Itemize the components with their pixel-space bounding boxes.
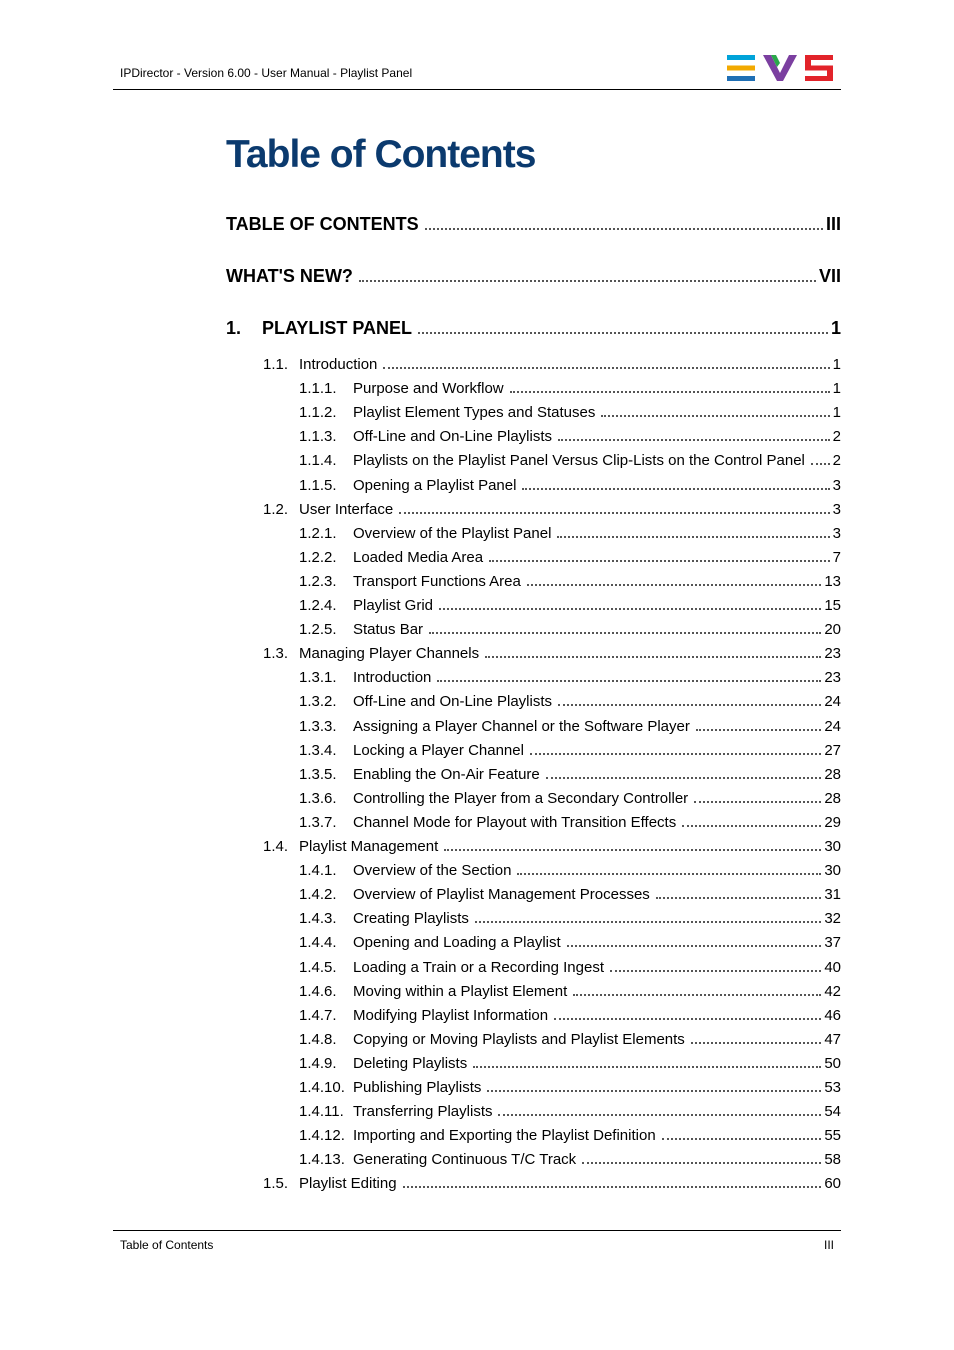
toc-entry-label: Playlist Management bbox=[299, 838, 439, 855]
dot-leader bbox=[498, 1114, 821, 1116]
toc-entry-top[interactable] bbox=[226, 318, 841, 339]
header-title: IPDirector - Version 6.00 - User Manual - Playlist Panel bbox=[120, 66, 413, 80]
toc-entry-page: 60 bbox=[824, 1175, 841, 1192]
toc-entry-number: 1.4.7. bbox=[299, 1007, 337, 1024]
toc-entry-label: Transferring Playlists bbox=[353, 1103, 493, 1120]
toc-entry-subsection[interactable] bbox=[299, 934, 841, 951]
toc-entry-number: 1.1.5. bbox=[299, 477, 337, 494]
toc-entry-page: VII bbox=[818, 266, 841, 286]
dot-leader bbox=[522, 488, 829, 490]
toc-entry-number: 1.4. bbox=[263, 838, 289, 855]
toc-entry-page: 27 bbox=[824, 742, 841, 759]
toc-entry-number: 1.4.10. bbox=[299, 1079, 345, 1096]
toc-entry-subsection[interactable] bbox=[299, 910, 841, 927]
toc-entry-number: 1.1.1. bbox=[299, 380, 337, 397]
toc-entry-number: 1.2.1. bbox=[299, 525, 337, 542]
toc-entry-number: 1. bbox=[226, 318, 242, 338]
toc-entry-subsection[interactable] bbox=[299, 597, 841, 614]
toc-entry-label: Importing and Exporting the Playlist Definition bbox=[353, 1127, 656, 1144]
dot-leader bbox=[682, 825, 821, 827]
toc-entry-page: 46 bbox=[824, 1007, 841, 1024]
toc-entry-number: 1.2. bbox=[263, 501, 289, 518]
toc-entry-label: Off-Line and On-Line Playlists bbox=[353, 428, 552, 445]
toc-entry-page: 1 bbox=[830, 318, 841, 338]
toc-entry-subsection[interactable] bbox=[299, 983, 841, 1000]
toc-entry-page: 42 bbox=[824, 983, 841, 1000]
toc-entry-page: 29 bbox=[824, 814, 841, 831]
toc-entry-number: 1.4.8. bbox=[299, 1031, 337, 1048]
toc-entry-page: 2 bbox=[832, 428, 841, 445]
toc-entry-page: 58 bbox=[824, 1151, 841, 1168]
toc-entry-page: III bbox=[825, 214, 841, 234]
toc-entry-label: Moving within a Playlist Element bbox=[353, 983, 568, 1000]
dot-leader bbox=[558, 704, 821, 706]
dot-leader bbox=[439, 608, 821, 610]
toc-entry-number: 1.3.2. bbox=[299, 693, 337, 710]
toc-entry-subsection[interactable] bbox=[299, 621, 841, 638]
toc-entry-page: 3 bbox=[832, 501, 841, 518]
toc-entry-number: 1.2.2. bbox=[299, 549, 337, 566]
dot-leader bbox=[425, 228, 823, 230]
toc-entry-page: 23 bbox=[824, 645, 841, 662]
toc-entry-page: 24 bbox=[824, 718, 841, 735]
toc-entry-number: 1.4.5. bbox=[299, 959, 337, 976]
toc-entry-number: 1.4.13. bbox=[299, 1151, 345, 1168]
toc-entry-label: Locking a Player Channel bbox=[353, 742, 524, 759]
toc-entry-label: Assigning a Player Channel or the Software Player bbox=[353, 718, 690, 735]
dot-leader bbox=[485, 656, 821, 658]
toc-entry-page: 31 bbox=[824, 886, 841, 903]
toc-entry-number: 1.4.9. bbox=[299, 1055, 337, 1072]
toc-entry-number: 1.4.11. bbox=[299, 1103, 344, 1120]
toc-entry-subsection[interactable] bbox=[299, 1055, 841, 1072]
toc-entry-subsection[interactable] bbox=[299, 477, 841, 494]
toc-entry-subsection[interactable] bbox=[299, 742, 841, 759]
toc-entry-label: TABLE OF CONTENTS bbox=[226, 214, 419, 234]
toc-entry-subsection[interactable] bbox=[299, 693, 841, 710]
dot-leader bbox=[437, 680, 821, 682]
toc-entry-label: Playlist Element Types and Statuses bbox=[353, 404, 596, 421]
dot-leader bbox=[546, 777, 822, 779]
toc-entry-label: Status Bar bbox=[353, 621, 424, 638]
toc-entry-page: 32 bbox=[824, 910, 841, 927]
dot-leader bbox=[429, 632, 821, 634]
toc-entry-section[interactable] bbox=[263, 645, 841, 662]
toc-entry-label: Opening and Loading a Playlist bbox=[353, 934, 561, 951]
toc-entry-page: 30 bbox=[824, 838, 841, 855]
dot-leader bbox=[444, 849, 821, 851]
dot-leader bbox=[487, 1090, 821, 1092]
toc-entry-subsection[interactable] bbox=[299, 814, 841, 831]
toc-entry-label: Overview of the Section bbox=[353, 862, 512, 879]
toc-entry-subsection[interactable] bbox=[299, 1079, 841, 1096]
toc-entry-number: 1.5. bbox=[263, 1175, 289, 1192]
dot-leader bbox=[601, 415, 829, 417]
toc-entry-label: Introduction bbox=[299, 356, 378, 373]
toc-entry-section[interactable] bbox=[263, 838, 841, 855]
dot-leader bbox=[399, 512, 829, 514]
toc-entry-label: Overview of Playlist Management Processes bbox=[353, 886, 650, 903]
toc-entry-subsection[interactable] bbox=[299, 549, 841, 566]
toc-entry-page: 15 bbox=[824, 597, 841, 614]
toc-entry-page: 20 bbox=[824, 621, 841, 638]
dot-leader bbox=[610, 970, 821, 972]
toc-entry-subsection[interactable] bbox=[299, 1007, 841, 1024]
toc-entry-page: 30 bbox=[824, 862, 841, 879]
toc-entry-subsection[interactable] bbox=[299, 525, 841, 542]
toc-entry-label: WHAT'S NEW? bbox=[226, 266, 353, 286]
toc-entry-number: 1.1. bbox=[263, 356, 289, 373]
toc-entry-subsection[interactable] bbox=[299, 718, 841, 735]
toc-entry-label: Managing Player Channels bbox=[299, 645, 480, 662]
toc-entry-number: 1.2.5. bbox=[299, 621, 337, 638]
dot-leader bbox=[475, 921, 821, 923]
toc-entry-page: 37 bbox=[824, 934, 841, 951]
toc-entry-subsection[interactable] bbox=[299, 669, 841, 686]
toc-entry-label: Playlist Grid bbox=[353, 597, 434, 614]
toc-entry-label: PLAYLIST PANEL bbox=[262, 318, 413, 338]
toc-entry-subsection[interactable] bbox=[299, 428, 841, 445]
toc-entry-label: Publishing Playlists bbox=[353, 1079, 482, 1096]
dot-leader bbox=[554, 1018, 821, 1020]
toc-entry-number: 1.1.4. bbox=[299, 452, 337, 469]
toc-entry-section[interactable] bbox=[263, 356, 841, 373]
toc-entry-number: 1.3. bbox=[263, 645, 289, 662]
toc-entry-subsection[interactable] bbox=[299, 1151, 841, 1168]
toc-entry-number: 1.4.6. bbox=[299, 983, 337, 1000]
toc-entry-page: 28 bbox=[824, 766, 841, 783]
toc-entry-number: 1.3.4. bbox=[299, 742, 337, 759]
toc-entry-label: Transport Functions Area bbox=[353, 573, 521, 590]
toc-entry-subsection[interactable] bbox=[299, 766, 841, 783]
toc-entry-label: Playlists on the Playlist Panel Versus Clip-Lists on the Control Panel bbox=[353, 452, 805, 469]
toc-entry-label: Creating Playlists bbox=[353, 910, 469, 927]
toc-entry-subsection[interactable] bbox=[299, 959, 841, 976]
toc-entry-top[interactable] bbox=[226, 266, 841, 287]
footer-section-title: Table of Contents bbox=[120, 1238, 214, 1252]
toc-entry-subsection[interactable] bbox=[299, 1103, 841, 1120]
dot-leader bbox=[662, 1138, 822, 1140]
toc-entry-page: 1 bbox=[832, 380, 841, 397]
toc-entry-label: Purpose and Workflow bbox=[353, 380, 504, 397]
dot-leader bbox=[696, 729, 821, 731]
footer-page-number: III bbox=[823, 1238, 834, 1252]
dot-leader bbox=[567, 945, 822, 947]
toc-entry-label: Copying or Moving Playlists and Playlist Elements bbox=[353, 1031, 685, 1048]
toc-entry-page: 23 bbox=[824, 669, 841, 686]
dot-leader bbox=[418, 332, 828, 334]
dot-leader bbox=[694, 801, 821, 803]
toc-entry-label: Off-Line and On-Line Playlists bbox=[353, 693, 552, 710]
toc-entry-page: 13 bbox=[824, 573, 841, 590]
toc-entry-page: 2 bbox=[832, 452, 841, 469]
page-title: Table of Contents bbox=[226, 133, 536, 176]
toc-entry-page: 3 bbox=[832, 477, 841, 494]
toc-entry-page: 1 bbox=[832, 356, 841, 373]
toc-entry-number: 1.2.3. bbox=[299, 573, 337, 590]
toc-entry-page: 47 bbox=[824, 1031, 841, 1048]
dot-leader bbox=[473, 1066, 821, 1068]
toc-entry-section[interactable] bbox=[263, 1175, 841, 1192]
toc-entry-subsection[interactable] bbox=[299, 790, 841, 807]
toc-entry-label: Enabling the On-Air Feature bbox=[353, 766, 540, 783]
toc-entry-label: Generating Continuous T/C Track bbox=[353, 1151, 577, 1168]
toc-entry-number: 1.3.7. bbox=[299, 814, 337, 831]
toc-entry-label: Overview of the Playlist Panel bbox=[353, 525, 552, 542]
toc-entry-label: Introduction bbox=[353, 669, 432, 686]
toc-entry-label: Controlling the Player from a Secondary Controller bbox=[353, 790, 689, 807]
dot-leader bbox=[811, 463, 830, 465]
toc-entry-subsection[interactable] bbox=[299, 886, 841, 903]
toc-entry-label: Channel Mode for Playout with Transition Effects bbox=[353, 814, 677, 831]
toc-entry-number: 1.3.5. bbox=[299, 766, 337, 783]
toc-entry-subsection[interactable] bbox=[299, 1127, 841, 1144]
dot-leader bbox=[558, 439, 830, 441]
dot-leader bbox=[527, 584, 821, 586]
footer-divider bbox=[113, 1230, 841, 1231]
dot-leader bbox=[489, 560, 830, 562]
toc-entry-top[interactable] bbox=[226, 214, 841, 235]
toc-entry-page: 55 bbox=[824, 1127, 841, 1144]
toc-entry-label: Opening a Playlist Panel bbox=[353, 477, 517, 494]
toc-entry-section[interactable] bbox=[263, 501, 841, 518]
dot-leader bbox=[359, 280, 816, 282]
toc-entry-subsection[interactable] bbox=[299, 404, 841, 421]
toc-entry-subsection[interactable] bbox=[299, 452, 841, 469]
dot-leader bbox=[530, 753, 821, 755]
dot-leader bbox=[691, 1042, 822, 1044]
toc-entry-label: Loaded Media Area bbox=[353, 549, 484, 566]
toc-entry-page: 54 bbox=[824, 1103, 841, 1120]
toc-entry-subsection[interactable] bbox=[299, 380, 841, 397]
toc-entry-page: 28 bbox=[824, 790, 841, 807]
toc-entry-number: 1.4.2. bbox=[299, 886, 337, 903]
dot-leader bbox=[573, 994, 821, 996]
toc-entry-number: 1.3.1. bbox=[299, 669, 337, 686]
toc-entry-page: 24 bbox=[824, 693, 841, 710]
toc-entry-subsection[interactable] bbox=[299, 1031, 841, 1048]
toc-entry-label: Modifying Playlist Information bbox=[353, 1007, 549, 1024]
toc-entry-number: 1.1.3. bbox=[299, 428, 337, 445]
dot-leader bbox=[517, 873, 821, 875]
dot-leader bbox=[510, 391, 830, 393]
toc-entry-page: 40 bbox=[824, 959, 841, 976]
toc-entry-page: 1 bbox=[832, 404, 841, 421]
toc-entry-page: 53 bbox=[824, 1079, 841, 1096]
toc-entry-number: 1.2.4. bbox=[299, 597, 337, 614]
toc-entry-number: 1.4.4. bbox=[299, 934, 337, 951]
toc-entry-subsection[interactable] bbox=[299, 862, 841, 879]
toc-entry-number: 1.4.3. bbox=[299, 910, 337, 927]
toc-entry-page: 3 bbox=[832, 525, 841, 542]
toc-entry-label: Loading a Train or a Recording Ingest bbox=[353, 959, 604, 976]
dot-leader bbox=[582, 1162, 821, 1164]
toc-entry-subsection[interactable] bbox=[299, 573, 841, 590]
dot-leader bbox=[656, 897, 822, 899]
dot-leader bbox=[403, 1186, 822, 1188]
toc-entry-label: Deleting Playlists bbox=[353, 1055, 468, 1072]
toc-entry-label: Playlist Editing bbox=[299, 1175, 397, 1192]
toc-entry-number: 1.3.3. bbox=[299, 718, 337, 735]
dot-leader bbox=[557, 536, 829, 538]
toc-entry-number: 1.4.1. bbox=[299, 862, 337, 879]
toc-entry-page: 50 bbox=[824, 1055, 841, 1072]
dot-leader bbox=[383, 367, 829, 369]
toc-entry-number: 1.3.6. bbox=[299, 790, 337, 807]
toc-entry-label: User Interface bbox=[299, 501, 394, 518]
toc-entry-page: 7 bbox=[832, 549, 841, 566]
toc-entry-number: 1.1.2. bbox=[299, 404, 337, 421]
toc-entry-number: 1.4.12. bbox=[299, 1127, 345, 1144]
